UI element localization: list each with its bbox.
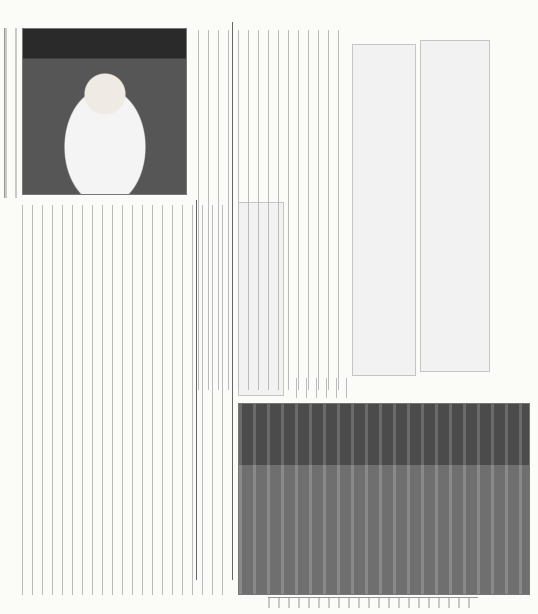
column-rule [196, 200, 197, 580]
headline-panel [420, 40, 490, 372]
column-rule [232, 22, 233, 580]
speaker-caption [4, 28, 19, 198]
speaker-photo [22, 28, 187, 195]
audience-caption [268, 597, 478, 608]
body-text-bottom [296, 378, 356, 398]
audience-photo [238, 403, 530, 595]
subhead-panel [352, 44, 416, 376]
body-text-left [22, 205, 228, 595]
